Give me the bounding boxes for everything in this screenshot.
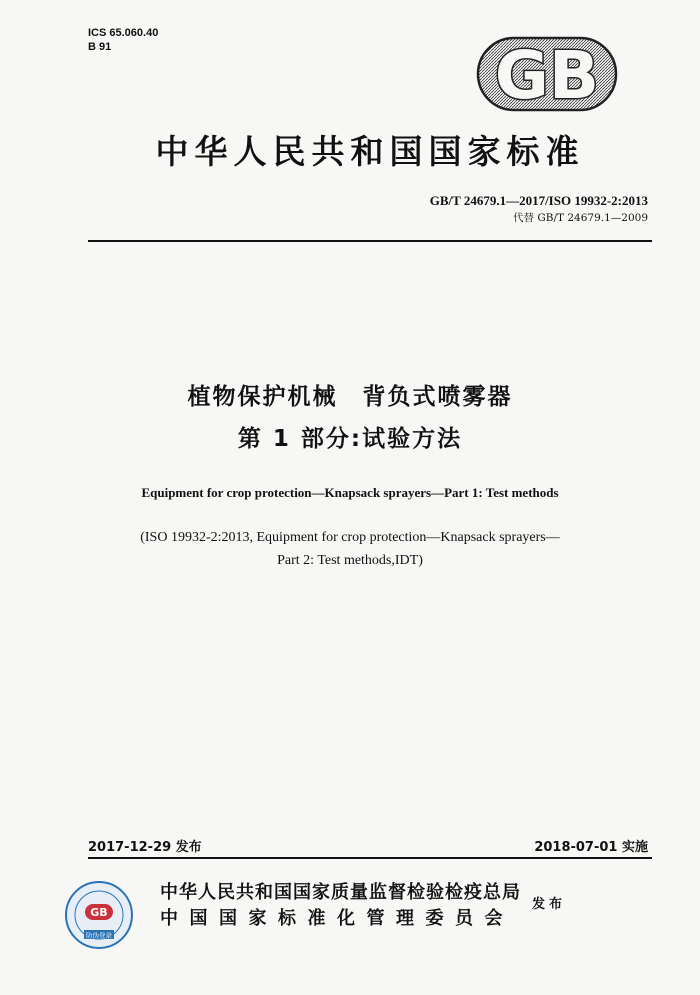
ics-code: ICS 65.060.40 xyxy=(88,27,159,39)
chinese-title-line1: 植物保护机械 背负式喷雾器 xyxy=(187,384,513,410)
ccs-code: B 91 xyxy=(88,41,112,53)
replaces-note: 代替 GB/T 24679.1—2009 xyxy=(513,212,648,224)
classification-codes xyxy=(88,26,158,54)
iso-reference-line1: (ISO 19932-2:2013, Equipment for crop protection—Knapsack sprayers— xyxy=(140,530,560,545)
national-standard-title: 中华人民共和国国家标准 xyxy=(155,132,585,171)
implementation-date: 2018-07-01 实施 xyxy=(534,840,648,855)
svg-text:GB: GB xyxy=(90,906,108,919)
publish-label: 发布 xyxy=(532,897,567,912)
iso-reference-line2: Part 2: Test methods,IDT) xyxy=(277,553,423,568)
seal-label: 防伪登录 xyxy=(86,931,112,940)
chinese-title-line2: 第 1 部分:试验方法 xyxy=(237,426,463,452)
header-divider xyxy=(88,240,652,242)
issue-date: 2017-12-29 发布 xyxy=(88,840,202,855)
footer-divider xyxy=(88,857,652,859)
anti-counterfeit-seal-icon xyxy=(64,880,134,950)
issuing-authority-1: 中华人民共和国国家质量监督检验检疫总局 xyxy=(160,882,521,903)
issuing-authority-2: 中国国家标准化管理委员会 xyxy=(160,908,514,929)
standard-number: GB/T 24679.1—2017/ISO 19932-2:2013 xyxy=(429,193,648,208)
english-title: Equipment for crop protection—Knapsack sprayers—Part 1: Test methods xyxy=(141,485,559,500)
gb-logo-text: GB xyxy=(494,37,600,112)
gb-logo xyxy=(476,36,618,112)
